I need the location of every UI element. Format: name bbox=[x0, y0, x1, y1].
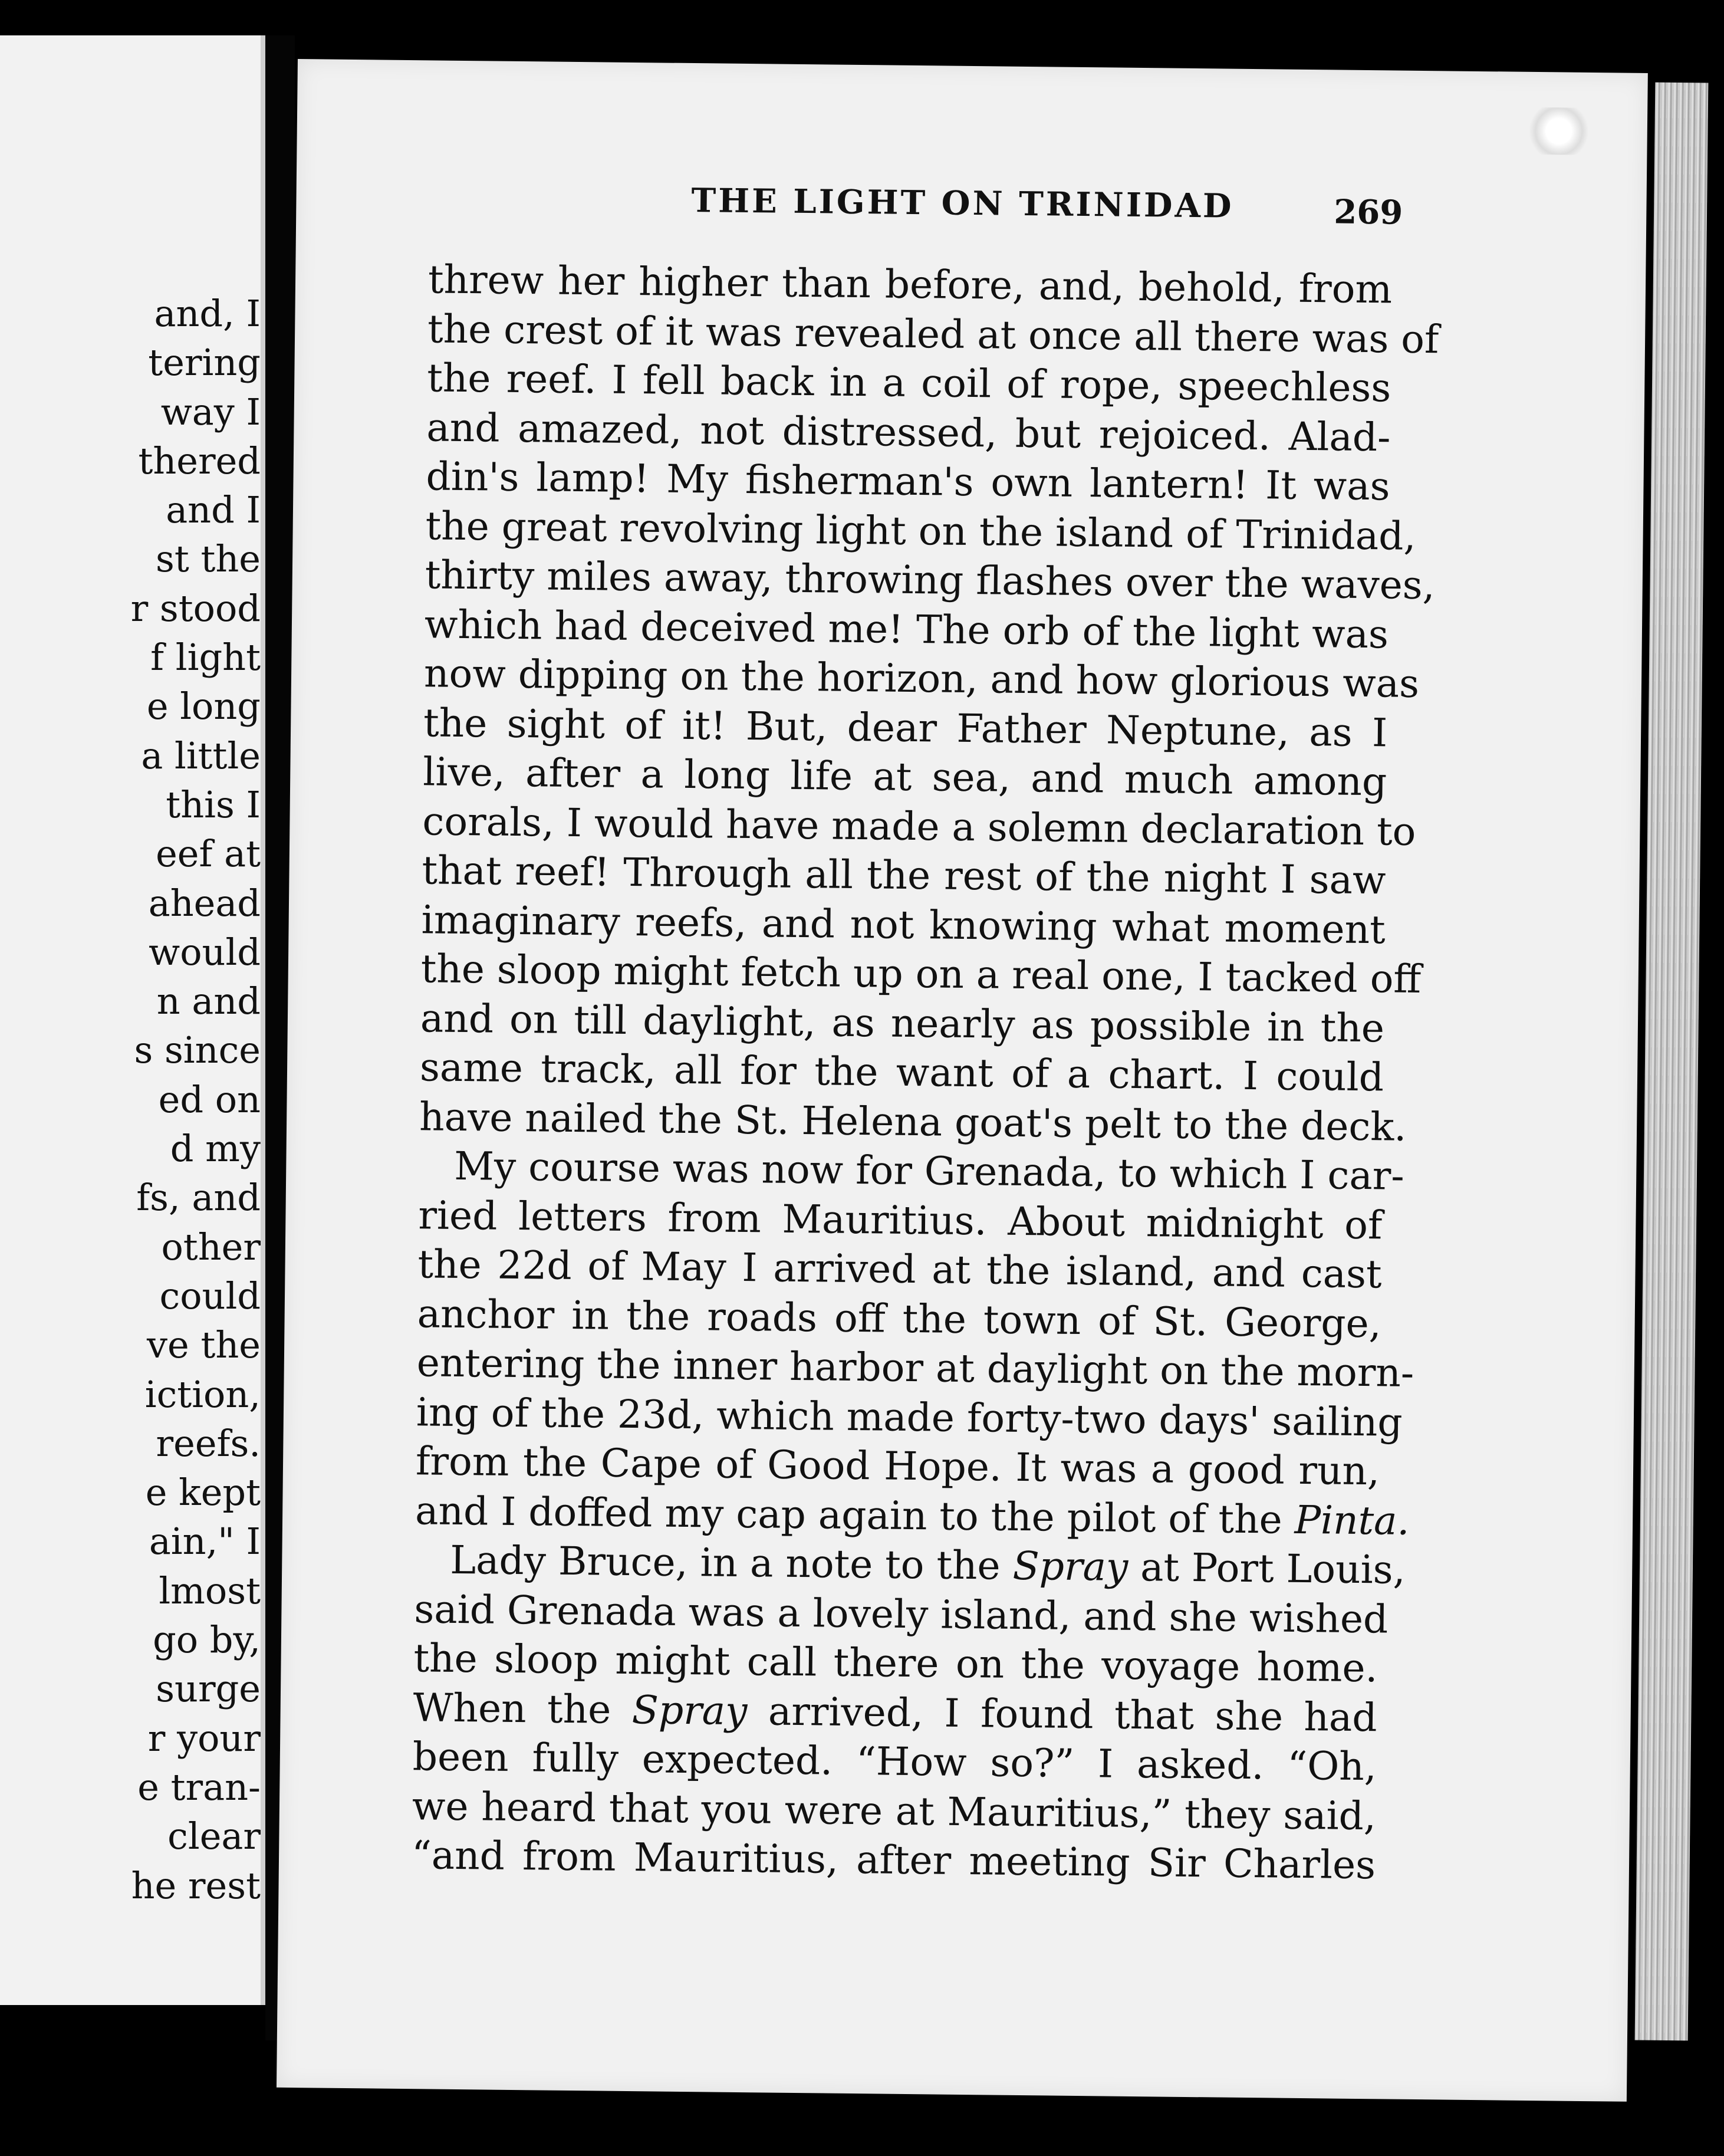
left-page-line: go by, bbox=[153, 1618, 261, 1662]
text-line: from the Cape of Good Hope. It was a good run, bbox=[415, 1438, 1380, 1494]
text-line: corals, I would have made a solemn declaration to bbox=[422, 798, 1416, 854]
left-page-line: surge bbox=[156, 1667, 261, 1711]
text-line: now dipping on the horizon, and how glorious was bbox=[423, 650, 1420, 706]
left-page-line: ahead bbox=[148, 881, 261, 925]
paper-blemish bbox=[1523, 107, 1594, 155]
text-line: thirty miles away, throwing flashes over the waves, bbox=[425, 552, 1436, 609]
left-page-line: r your bbox=[147, 1716, 261, 1760]
text-line: din's lamp! My fisherman's own lantern! It was bbox=[426, 453, 1390, 510]
italic-ship-name: Spray bbox=[631, 1687, 748, 1734]
left-page-line-fragments bbox=[131, 289, 261, 1910]
left-page-line: fs, and bbox=[136, 1176, 261, 1220]
text-line: and amazed, not distressed, but rejoiced. Alad- bbox=[426, 404, 1391, 460]
text-line: the sloop might call there on the voyage home. bbox=[413, 1635, 1378, 1691]
left-page-line: iction, bbox=[144, 1372, 261, 1416]
left-page-line: tering bbox=[148, 341, 261, 384]
text-line: threw her higher than before, and, behold, from bbox=[427, 257, 1393, 313]
left-page-line: e long bbox=[146, 685, 261, 728]
left-page-line: ain," I bbox=[149, 1520, 261, 1563]
text-line: My course was now for Grenada, to which I car- bbox=[453, 1143, 1405, 1199]
text-line: said Grenada was a lovely island, and she wished bbox=[414, 1586, 1389, 1642]
left-page-line: st the bbox=[156, 537, 261, 581]
text-line: the 22d of May I arrived at the island, and cast bbox=[417, 1241, 1382, 1297]
left-page-line: and I bbox=[166, 488, 261, 532]
text-line: the reef. I fell back in a coil of rope, speechless bbox=[426, 355, 1391, 411]
text-line: been fully expected. “How so?” I asked. “Oh, bbox=[412, 1734, 1377, 1790]
text-line: we heard that you were at Mauritius,” they said, bbox=[412, 1783, 1377, 1839]
text-line: and I doffed my cap again to the pilot of the Pinta. bbox=[414, 1487, 1410, 1544]
body-text bbox=[411, 255, 1439, 1889]
left-page-line: s since bbox=[134, 1028, 261, 1072]
text-line: have nailed the St. Helena goat's pelt to the deck. bbox=[419, 1093, 1407, 1150]
text-line: live, after a long life at sea, and much among bbox=[422, 749, 1387, 805]
left-page-line: eef at bbox=[156, 832, 261, 876]
italic-ship-name: Spray bbox=[1012, 1543, 1129, 1590]
left-page-line: reefs. bbox=[156, 1421, 261, 1465]
text-line: “and from Mauritius, after meeting Sir Charles bbox=[411, 1832, 1376, 1888]
text-line: the great revolving light on the island of Trinidad, bbox=[425, 502, 1416, 559]
italic-ship-name: Pinta. bbox=[1294, 1497, 1410, 1544]
left-page-line: n and bbox=[156, 980, 261, 1023]
left-page-line: ve the bbox=[147, 1323, 261, 1367]
left-page-line: f light bbox=[150, 636, 261, 679]
text-line: imaginary reefs, and not knowing what moment bbox=[421, 896, 1386, 952]
text-line: Lady Bruce, in a note to the Spray at Port Louis, bbox=[449, 1537, 1406, 1593]
text-line: ing of the 23d, which made forty-two days' sailing bbox=[416, 1389, 1403, 1445]
text-line: that reef! Through all the rest of the night I saw bbox=[422, 847, 1386, 903]
left-page-line: d my bbox=[170, 1127, 261, 1171]
page-edges bbox=[1635, 83, 1709, 2041]
left-page-line: would bbox=[149, 930, 261, 974]
text-line: same track, all for the want of a chart. I could bbox=[419, 1044, 1384, 1100]
left-page-line: ed on bbox=[158, 1077, 261, 1121]
left-page-line: e kept bbox=[145, 1471, 261, 1514]
left-page-line: r stood bbox=[130, 586, 261, 630]
left-facing-page bbox=[0, 35, 265, 2005]
running-head-title: THE LIGHT ON TRINIDAD bbox=[691, 181, 1234, 226]
text-line: the sight of it! But, dear Father Neptune, as I bbox=[423, 699, 1388, 755]
left-page-line: way I bbox=[160, 390, 261, 433]
text-line: the sloop might fetch up on a real one, I tacked off bbox=[420, 946, 1422, 1003]
text-line: When the Spray arrived, I found that she had bbox=[413, 1684, 1378, 1740]
left-page-line: and, I bbox=[154, 292, 261, 335]
left-page-line: thered bbox=[138, 439, 261, 482]
text-line: entering the inner harbor at daylight on the morn- bbox=[416, 1340, 1414, 1396]
left-page-line: a little bbox=[141, 734, 261, 777]
text-line: ried letters from Mauritius. About midnight of bbox=[418, 1192, 1383, 1248]
left-page-line: this I bbox=[166, 783, 261, 826]
text-line: anchor in the roads off the town of St. George, bbox=[417, 1290, 1382, 1346]
page-number: 269 bbox=[1334, 192, 1403, 232]
text-line: and on till daylight, as nearly as possible in the bbox=[420, 995, 1385, 1051]
left-page-line: he rest bbox=[131, 1864, 261, 1907]
left-page-line: e tran- bbox=[137, 1765, 261, 1809]
left-page-line: lmost bbox=[159, 1569, 261, 1612]
text-line: which had deceived me! The orb of the light was bbox=[424, 601, 1389, 657]
right-page bbox=[277, 59, 1648, 2102]
running-header bbox=[296, 177, 1647, 238]
text-line: the crest of it was revealed at once all there was of bbox=[427, 305, 1439, 362]
left-page-line: clear bbox=[167, 1815, 261, 1858]
left-page-line: other bbox=[161, 1225, 261, 1268]
left-page-line: could bbox=[159, 1274, 261, 1317]
